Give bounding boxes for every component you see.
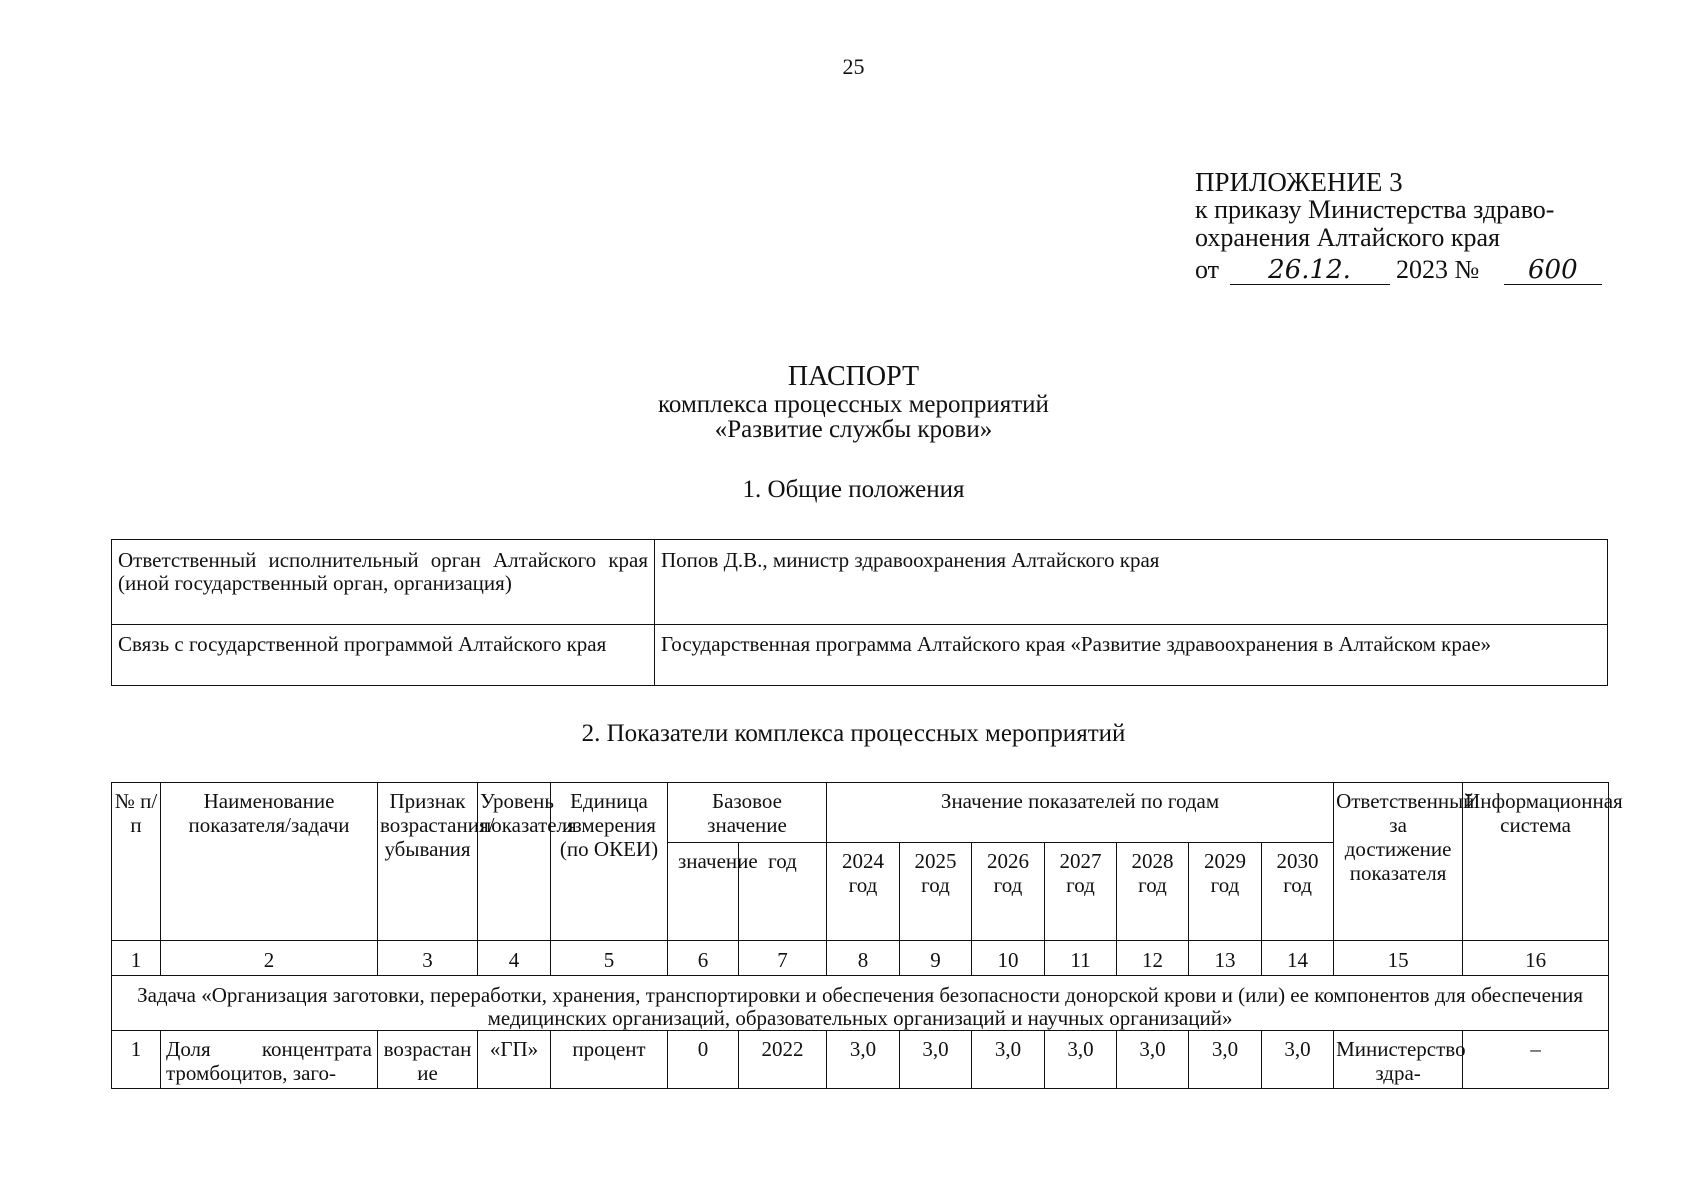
row-year-value: 3,0 [1189,1031,1262,1089]
indicators-table [111,782,1623,1089]
section-2-heading: 2. Показатели комплекса процессных мероприятий [581,720,1126,747]
column-number: 1 [112,941,161,976]
row-year-value: 3,0 [1117,1031,1189,1089]
row-year-value: 3,0 [1045,1031,1117,1089]
column-number: 15 [1334,941,1463,976]
year-label: 2023 № [1396,255,1480,284]
column-number: 12 [1117,941,1189,976]
column-number: 2 [161,941,378,976]
column-number: 14 [1262,941,1334,976]
header-year: 2024 год [827,843,900,941]
column-number: 4 [478,941,551,976]
appendix-line-1: к приказу Министерства здраво- [1195,195,1555,224]
row-value: Попов Д.В., министр здравоохранения Алтайского края [655,540,1608,625]
header-info-system: Информационная система [1463,783,1609,941]
title-sub-1: комплекса процессных мероприятий [658,391,1049,418]
row-responsible: Министерство здра- [1334,1031,1463,1089]
row-value: Государственная программа Алтайского края «Развитие здравоохранения в Алтайском крае» [655,625,1608,686]
row-label: Ответственный исполнительный орган Алтайского края (иной государственный орган, организация) [112,540,655,625]
row-trend: возрастание [378,1031,478,1089]
column-number: 13 [1189,941,1262,976]
column-number: 7 [739,941,827,976]
page-number: 25 [842,54,865,79]
table-row [112,1031,1609,1089]
header-year: 2029 год [1189,843,1262,941]
column-number: 5 [551,941,668,976]
row-level: «ГП» [478,1031,551,1089]
header-base-year: год [739,843,827,941]
handwritten-date: 26.12. [1230,256,1390,285]
column-number: 11 [1045,941,1117,976]
column-number: 6 [668,941,739,976]
section-1-heading: 1. Общие положения [742,476,965,503]
header-responsible: Ответственный за достижение показателя [1334,783,1463,941]
task-row [112,976,1609,1031]
header-year: 2028 год [1117,843,1189,941]
column-number: 10 [972,941,1045,976]
appendix-block [1195,168,1602,285]
header-row [112,783,1609,843]
header-year: 2025 год [900,843,972,941]
table-row [112,625,1608,686]
general-provisions-table [111,539,1608,686]
row-year-value: 3,0 [1262,1031,1334,1089]
row-unit: процент [551,1031,668,1089]
task-text: Задача «Организация заготовки, переработки, хранения, транспортировки и обеспечения безопасности донорской крови и (или) ее компонентов для обеспечения медицинских организаций, образовательных организаций и научных организаций» [112,976,1609,1031]
title-sub-2: «Развитие службы крови» [714,416,993,443]
header-year: 2026 год [972,843,1045,941]
column-number: 9 [900,941,972,976]
header-by-years: Значение показателей по годам [827,783,1334,843]
appendix-title: ПРИЛОЖЕНИЕ 3 [1195,167,1403,197]
title-main: ПАСПОРТ [787,361,920,392]
header-name: Наименование показателя/задачи [161,783,378,941]
row-name: Доля концентрата тромбоцитов, заго- [161,1031,378,1089]
appendix-date-line [1195,256,1602,285]
header-year: 2030 год [1262,843,1334,941]
row-base-value: 0 [668,1031,739,1089]
row-no: 1 [112,1031,161,1089]
row-info-system: – [1463,1031,1609,1089]
header-base: Базовое значение [668,783,827,843]
passport-title [0,362,1707,442]
row-label: Связь с государственной программой Алтайского края [112,625,655,686]
header-unit: Единица измерения (по ОКЕИ) [551,783,668,941]
header-level: Уровень показателя [478,783,551,941]
appendix-line-2: охранения Алтайского края [1195,223,1501,252]
handwritten-number: 600 [1504,256,1602,285]
column-number: 8 [827,941,900,976]
row-base-year: 2022 [739,1031,827,1089]
from-label: от [1195,255,1220,284]
row-year-value: 3,0 [900,1031,972,1089]
column-number: 16 [1463,941,1609,976]
column-number: 3 [378,941,478,976]
column-number-row [112,941,1609,976]
row-year-value: 3,0 [827,1031,900,1089]
header-year: 2027 год [1045,843,1117,941]
table-row [112,540,1608,625]
header-base-value: значение [668,843,739,941]
header-no: № п/п [112,783,161,941]
row-year-value: 3,0 [972,1031,1045,1089]
header-trend: Признак возрастания/убывания [378,783,478,941]
